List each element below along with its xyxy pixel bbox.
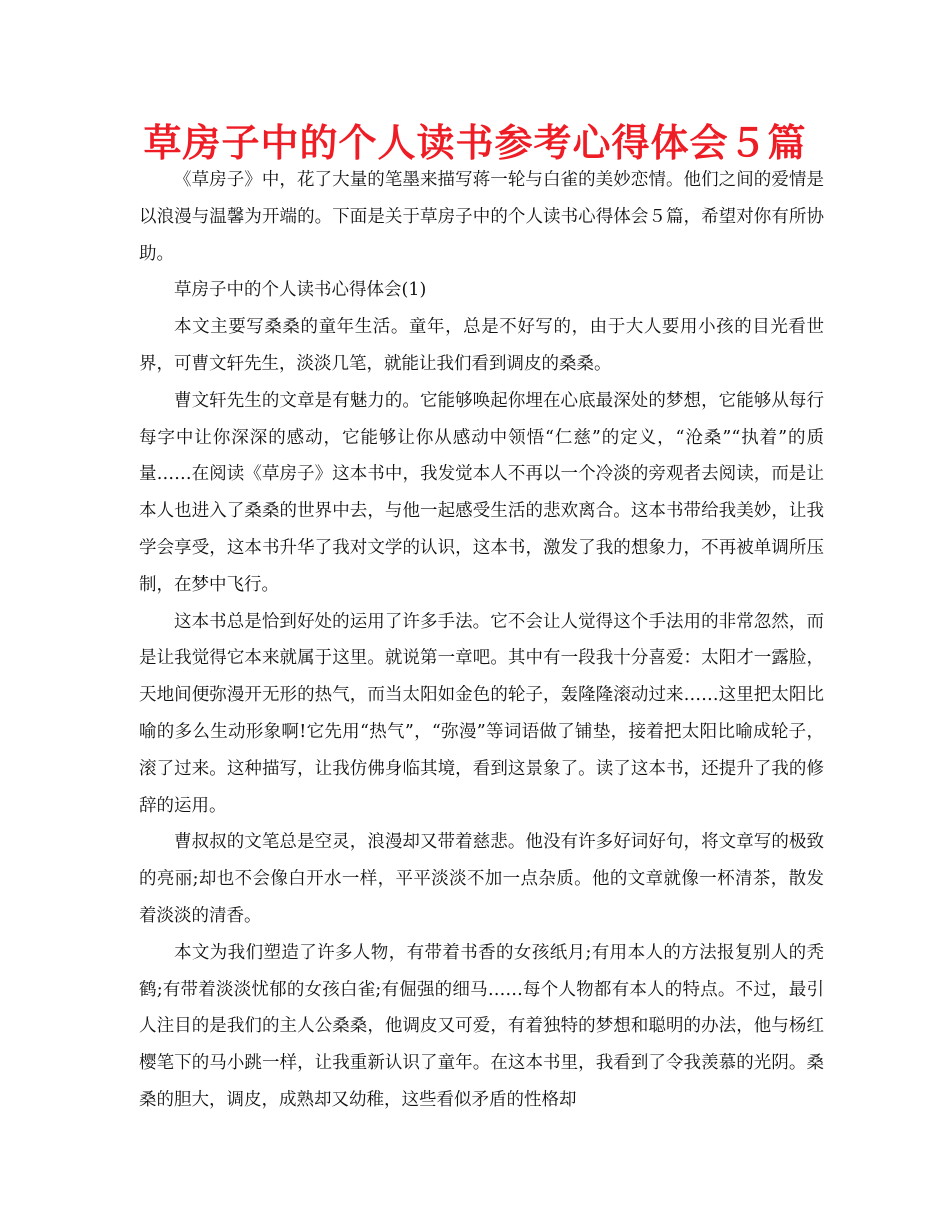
body-paragraph: 本文为我们塑造了许多人物，有带着书香的女孩纸月;有用本人的方法报复别人的秃鹤;有带着淡淡忧郁的女孩白雀;有倔强的细马……每个人物都有本人的特点。不过，最引人注目的是我们的主人公桑桑，他调皮又可爱，有着独特的梦想和聪明的办法，他与杨红樱笔下的马小跳一样，让我重新认识了童年。在这本书里，我看到了令我羡慕的光阴。桑桑的胆大，调皮，成熟却又幼稚，这些看似矛盾的性格却: [139, 942, 824, 1110]
document-body: [139, 162, 824, 1119]
body-paragraph: 曹文轩先生的文章是有魅力的。它能够唤起你埋在心底最深处的梦想，它能够从每行每字中让你深深的感动，它能够让你从感动中领悟“仁慈”的定义，“沧桑”“执着”的质量……在阅读《草房子》这本书中，我发觉本人不再以一个冷淡的旁观者去阅读，而是让本人也进入了桑桑的世界中去，与他一起感受生活的悲欢离合。这本书带给我美妙，让我学会享受，这本书升华了我对文学的认识，这本书，激发了我的想象力，不再被单调所压制，在梦中飞行。: [139, 390, 824, 595]
intro-paragraph: 《草房子》中，花了大量的笔墨来描写蒋一轮与白雀的美妙恋情。他们之间的爱情是以浪漫与温馨为开端的。下面是关于草房子中的个人读书心得体会５篇，希望对你有所协助。: [139, 170, 824, 264]
body-paragraph: 本文主要写桑桑的童年生活。童年，总是不好写的，由于大人要用小孩的目光看世界，可曹文轩先生，淡淡几笔，就能让我们看到调皮的桑桑。: [139, 317, 824, 374]
document-title: 草房子中的个人读书参考心得体会５篇: [143, 121, 807, 165]
body-paragraph: 这本书总是恰到好处的运用了许多手法。它不会让人觉得这个手法用的非常忽然，而是让我觉得它本来就属于这里。就说第一章吧。其中有一段我十分喜爱：太阳才一露脸，天地间便弥漫开无形的热气，而当太阳如金色的轮子，轰隆隆滚动过来……这里把太阳比喻的多么生动形象啊!它先用“热气”，“弥漫”等词语做了铺垫，接着把太阳比喻成轮子，滚了过来。这种描写，让我仿佛身临其境，看到这景象了。读了这本书，还提升了我的修辞的运用。: [139, 611, 824, 816]
section-heading: 草房子中的个人读书心得体会(1): [174, 280, 427, 301]
body-paragraph: 曹叔叔的文笔总是空灵，浪漫却又带着慈悲。他没有许多好词好句，将文章写的极致的亮丽;却也不会像白开水一样，平平淡淡不加一点杂质。他的文章就像一杯清茶，散发着淡淡的清香。: [139, 832, 824, 926]
